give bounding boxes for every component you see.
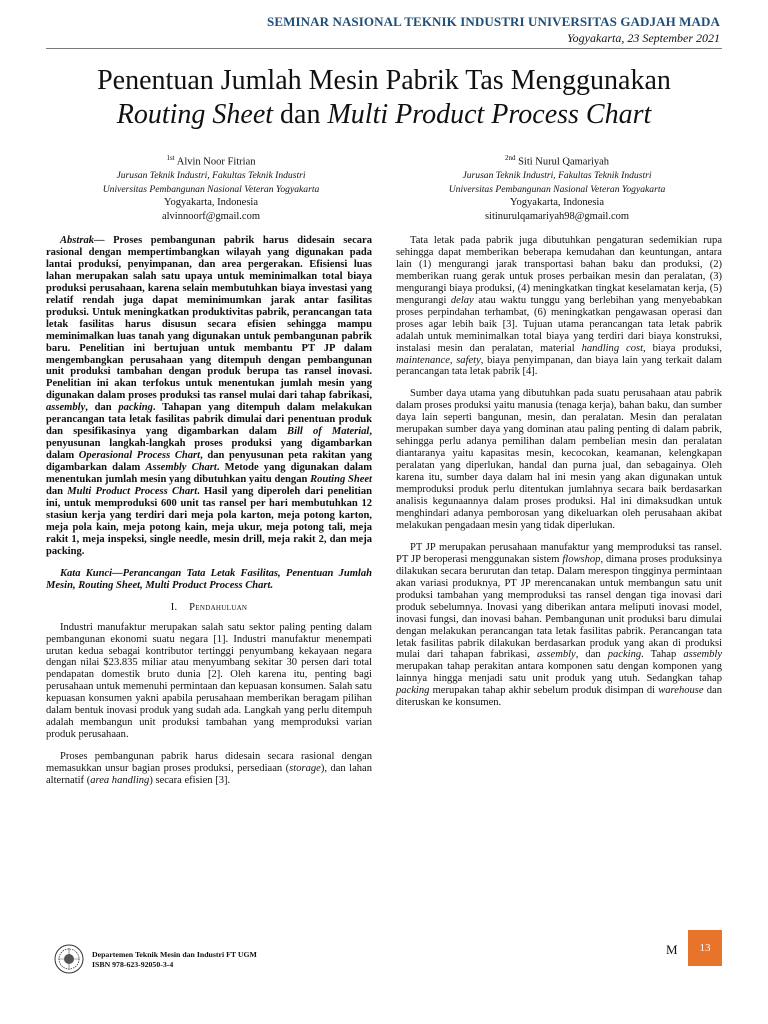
conference-date: Yogyakarta, 23 September 2021 (567, 31, 720, 45)
footer-text (92, 950, 257, 970)
header-rule (46, 48, 722, 49)
keywords: Kata Kunci—Perancangan Tata Letak Fasilitas, Penentuan Jumlah Mesin, Routing Sheet, Multi Product Process Chart. (46, 567, 372, 591)
author-name: Siti Nurul Qamariyah (515, 156, 610, 168)
author-university: Universitas Pembangunan Nasional Veteran Yogyakarta (448, 183, 666, 195)
author-city: Yogyakarta, Indonesia (164, 197, 258, 208)
author-university: Universitas Pembangunan Nasional Veteran Yogyakarta (102, 183, 320, 195)
intro-paragraph-2: Proses pembangunan pabrik harus didesain secara rasional dengan memasukkan unsur bagian proses produksi, persediaan (storage), dan lahan alternatif (area handling) secara efisien [3]. (46, 751, 372, 787)
right-paragraph-2: Sumber daya utama yang dibutuhkan pada suatu perusahaan atau pabrik dalam proses produksi yaitu manusia (tenaga kerja), bahan baku, dan sumber daya lain seperti bangunan, mesin, dan peralatan. Mesin dan peralatan merupakan sumber daya yang dominan atau paling penting di dalam pabrik, sehingga perlu adanya pemilihan dalam pembelian mesin dan peralatan diantaranya yaitu kapasitas mesin, kecocokan, keamanan, kelengkapan peralatan yang diperlukan, handal dan purna jual, dan sebagainya. Oleh karena itu, sumber daya dalam hal ini mesin yang akan digunakan untuk memproduksi produk perlu ditentukan jumlahnya secara baik berdasarkan analisis kegunaannya dalam proses produksi. Hal ini dimaksudkan untuk menghindari adanya pemborosan yang dikeluarkan oleh perusahaan akibat melakukan pengadaan mesin yang tidak diperlukan. (396, 388, 722, 531)
author-department: Jurusan Teknik Industri, Fakultas Teknik Industri (116, 170, 306, 181)
right-paragraph-3: PT JP merupakan perusahaan manufaktur yang memproduksi tas ransel. PT JP beroperasi menggunakan sistem flowshop, dimana proses produksinya dilakukan secara berurutan dan tetap. Dalam merespon tingginya permintaan akan variasi produknya, PT JP merencanakan untuk membangun satu unit produksi tambahan yang memproduksi tas ransel dengan tiga inovasi dari produk sebelumnya. Inovasi yang diberikan antara meliputi inovasi model, inovasi fungsi, dan inovasi bahan. Pembangunan unit produksi baru dimulai dengan melakukan perancangan tata letak fasilitas pabrik. Perancangan tata letak fasilitas pabrik dilakukan berdasarkan produk yang akan di produksi mulai dari tahapan fabrikasi, assembly, dan packing. Tahap assembly merupakan tahap perakitan antara komponen satu dengan komponen yang lainnya hingga menjadi satu unit produk yang utuh. Sedangkan tahap packing merupakan tahap akhir sebelum produk disimpan di warehouse dan diteruskan ke konsumen. (396, 541, 723, 709)
author-department: Jurusan Teknik Industri, Fakultas Teknik Industri (462, 170, 652, 181)
author-1: $^{1st}$ Alvin Noor Fitrian Jurusan Teknik Industri, Fakultas Teknik Industri Universitas Pembangunan Nasional Veteran Yogyakarta Yogyakarta, Indonesia alvinnoorf@gmail.com (46, 152, 376, 223)
right-column (396, 235, 722, 709)
page-number: 13 (688, 930, 722, 966)
footer (48, 938, 448, 984)
running-header (267, 14, 720, 46)
conference-name: SEMINAR NASIONAL TEKNIK INDUSTRI UNIVERSITAS GADJAH MADA (267, 14, 720, 29)
title-line-1: Penentuan Jumlah Mesin Pabrik Tas Menggunakan (97, 65, 671, 96)
paper-title (0, 64, 768, 132)
title-line-2: Routing Sheet dan Multi Product Process Chart (116, 99, 652, 130)
ugm-seal-icon (54, 944, 84, 974)
footer-letter: M (666, 942, 678, 957)
intro-paragraph-1: Industri manufaktur merupakan salah satu sektor paling penting dalam pembangunan ekonomi suatu negara [1]. Industri manufaktur menempati urutan kedua sebagai kontributor tertinggi penyumbang kekayaan negara dengan nilai $23.835 miliar atau menyumbang sekitar 30 persen dari total pendapatan domestik bruto dunia [2]. Oleh karena itu, penting bagi perusahaan untuk memenuhi permintaan dan kepuasan konsumen. Salah satu kepuasan konsumen yakni apabila perusahaan memberikan beragam pilihan dalam bentuk inovasi produk yang sudah ada. Langkah yang perlu ditempuh adalah membangun unit produksi tambahan yang memproduksi varian produk perusahaan. (46, 621, 372, 741)
abstract: Abstrak— Proses pembangunan pabrik harus didesain secara rasional dengan mempertimbangkan wilayah yang digunakan pada lantai produksi, penyimpanan, dan area pergerakan. Efisiensi luas lahan merupakan salah satu upaya untuk meminimalkan total biaya produksi perusahaan, karena selain membutuhkan biaya investasi yang relatif rendah juga dapat meminimumkan jarak antar fasilitas produksi. Untuk meningkatkan produktivitas pabrik, perancangan tata letak fasilitas harus disusun secara efisien sehingga mampu meminimalkan luas tanah yang digunakan untuk pembangunan pabrik baru. Penelitian ini bertujuan untuk membantu PT JP dalam mengembangkan perusahaan yang ditempuh dengan pembangunan unit produksi tambahan dengan produk berupa tas ransel inovasi. Penelitian ini akan terfokus untuk menentukan jumlah mesin yang digunakan dalam proses produksi tas ransel mulai dari tahap fabrikasi, assembly, dan packing. Tahapan yang ditempuh dalam melakukan perancangan tata letak fasilitas pabrik dimulai dari penentuan produk dan spesifikasinya yang digambarkan dalam Bill of Material, penyusunan langkah-langkah proses produksi yang digambarkan dalam Operasional Process Chart, dan penyusunan peta rakitan yang digambarkan dalam Assembly Chart. Metode yang digunakan dalam menentukan jumlah mesin yang dibutuhkan yaitu dengan Routing Sheet dan Multi Product Process Chart. Hasil yang diperoleh dari penelitian ini, untuk memproduksi 600 unit tas ransel per hari membutuhkan 12 stasiun kerja yang terdiri dari meja pola karton, meja potong karton, meja pola kain, meja potong kain, meja ukur, meja potong tali, meja rakit 1, meja inspeksi, single needle, mesin drill, meja rakit 2, dan meja packing. (46, 235, 373, 557)
footer-department: Departemen Teknik Mesin dan Industri FT UGM (92, 950, 257, 959)
author-email: sitinurulqamariyah98@gmail.com (484, 210, 630, 222)
section-heading: I. Pendahuluan (170, 601, 248, 613)
author-city: Yogyakarta, Indonesia (510, 197, 604, 208)
author-email: alvinnoorf@gmail.com (161, 210, 261, 222)
right-paragraph-1: Tata letak pada pabrik juga dibutuhkan pengaturan sedemikian rupa sehingga dapat memberikan beberapa kemudahan dan keuntungan, antara lain (1) mengurangi jarak transportasi bahan baku dan produksi, (2) memberikan ruang gerak untuk proses perbaikan mesin dan peralatan, (3) mengurangi biaya produksi, (4) meningkatkan tingkat keselamatan kerja, (5) mengurangi delay atau waktu tunggu yang berlebihan yang menyebabkan proses perpindahan terhambat, (6) meningkatkan pengawasan operasi dan proses agar lebih baik [3]. Tujuan utama perancangan tata letak pabrik adalah untuk meminimalkan total biaya yang terdiri dari biaya konstruksi, instalasi mesin dan peralatan, material handling cost, biaya produksi, maintenance, safety, biaya penyimpanan, dan biaya lain yang terkait dalam perancangan tata letak pabrik [4]. (396, 235, 722, 378)
author-2: $^{2nd}$ Siti Nurul Qamariyah Jurusan Teknik Industri, Fakultas Teknik Industri Universitas Pembangunan Nasional Veteran Yogyakarta Yogyakarta, Indonesia sitinurulqamariyah98@gmail.com (392, 152, 722, 223)
footer-isbn: ISBN 978-623-92050-3-4 (92, 960, 174, 969)
author-name: Alvin Noor Fitrian (174, 156, 256, 168)
left-column (46, 235, 372, 787)
